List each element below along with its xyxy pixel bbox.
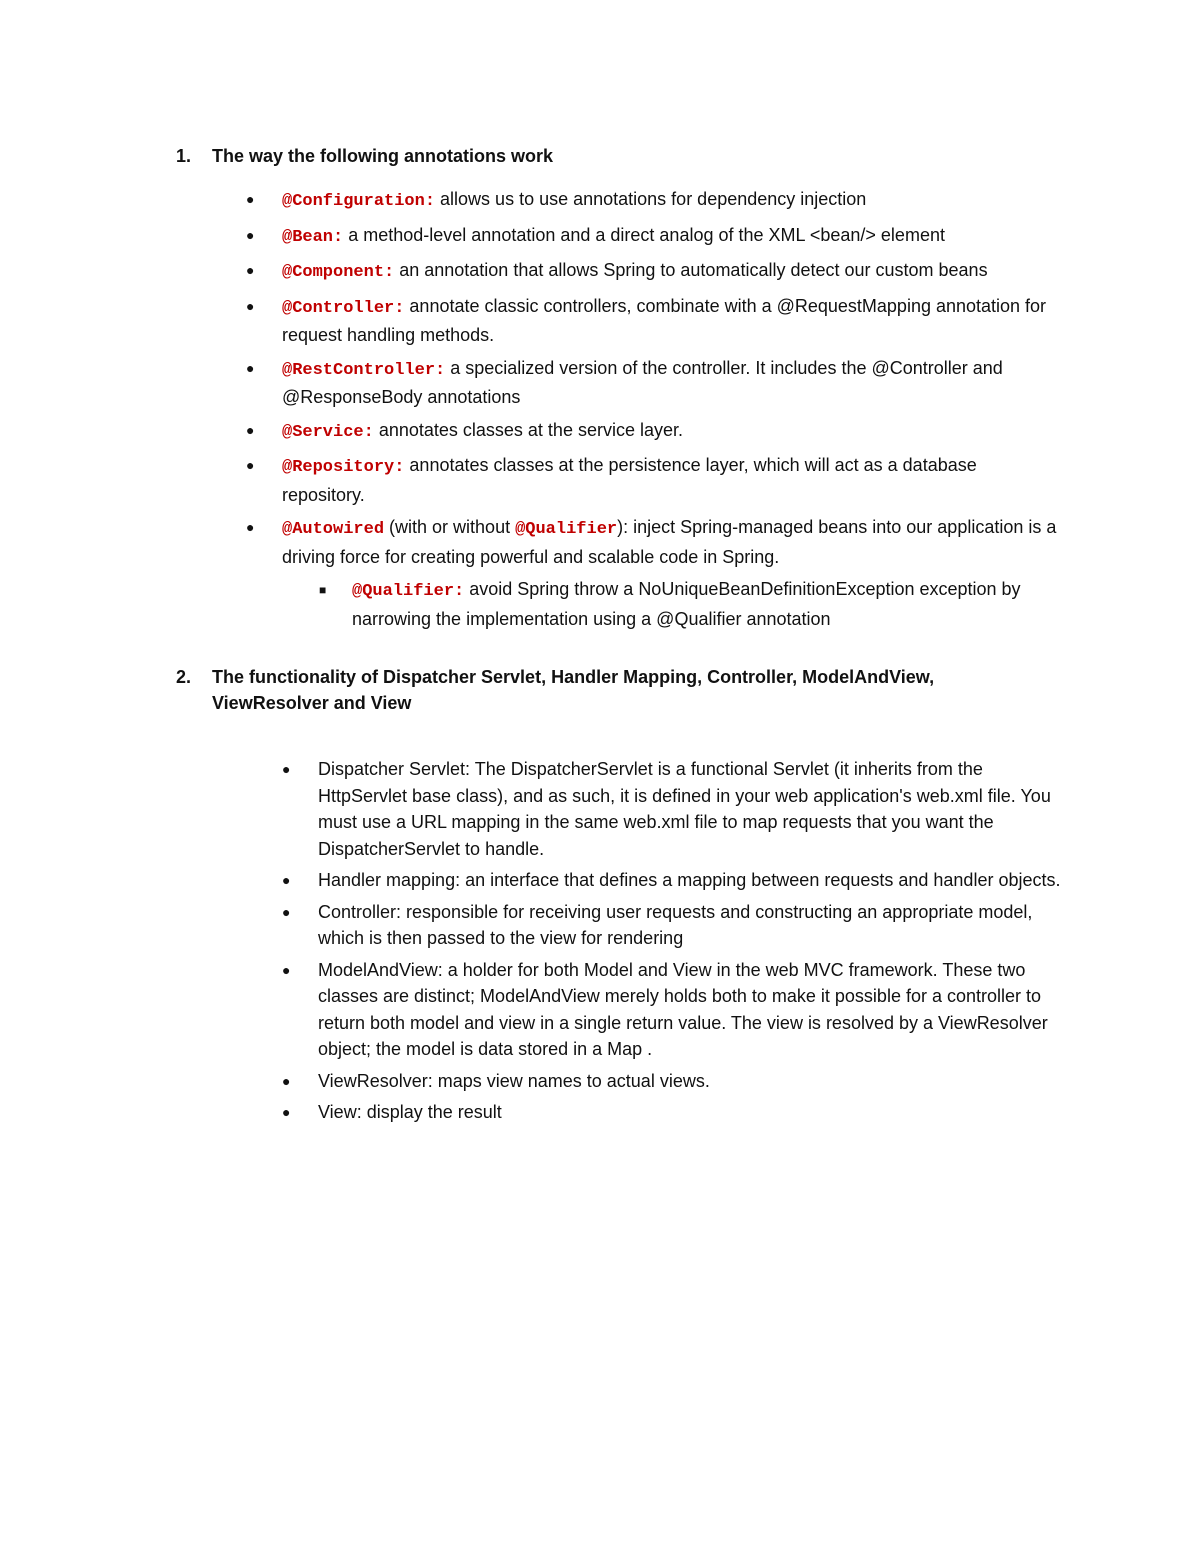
annotation-name: @Bean: — [282, 227, 344, 247]
bullet-dot-icon: ● — [282, 761, 291, 777]
annotation-description: annotate classic controllers, combinate with a @RequestMapping annotation for request handling methods. — [282, 295, 1047, 345]
square-bullet-icon: ■ — [319, 583, 327, 597]
annotation-name: @Configuration: — [282, 192, 436, 211]
annotation-description: avoid Spring throw a NoUniqueBeanDefinitionException exception by narrowing the implementation using a @Qualifier annotation — [352, 579, 1021, 629]
item-text: Dispatcher Servlet: The DispatcherServlet is a functional Servlet (it inherits from the HttpServlet base class), and as such, it is defined in your web application's web.xml file. You must use a URL mapping in the same web.xml file to map requests that you want the DispatcherServlet to handle. — [318, 759, 1051, 859]
list-item — [246, 293, 1062, 349]
list-item — [282, 957, 1068, 1063]
list-item — [246, 257, 1062, 287]
bullet-dot-icon: ● — [282, 961, 291, 978]
bullet-dot-icon: ● — [246, 457, 255, 473]
list-item — [282, 1068, 1068, 1095]
list-item — [282, 756, 1068, 862]
bullet-dot-icon: ● — [246, 297, 255, 314]
annotation-name: @Controller: — [282, 298, 405, 318]
section-title: The way the following annotations work — [212, 146, 554, 166]
annotation-name: @Qualifier — [515, 520, 618, 539]
annotation-name: @Service: — [282, 422, 374, 442]
item-text: View: display the result — [318, 1102, 502, 1122]
list-item — [246, 417, 1062, 447]
annotation-name: @Qualifier: — [352, 582, 465, 601]
section-number: 1. — [176, 146, 192, 166]
annotation-name: @Autowired — [282, 520, 385, 539]
list-item — [282, 1099, 1068, 1126]
section-number: 2. — [176, 667, 192, 687]
bullet-dot-icon: ● — [246, 519, 255, 535]
bullet-dot-icon: ● — [246, 226, 255, 243]
annotation-description: an annotation that allows Spring to automatically detect our custom beans — [394, 260, 988, 280]
annotation-description: allows us to use annotations for dependency injection — [435, 189, 867, 209]
section-title: The functionality of Dispatcher Servlet, Handler Mapping, Controller, ModelAndView, ViewResolver and View — [212, 667, 935, 713]
bullet-dot-icon: ● — [246, 191, 255, 207]
annotation-description: annotates classes at the service layer. — [373, 419, 683, 440]
annotation-description: (with or without — [384, 517, 516, 537]
annotation-description: annotates classes at the persistence layer, which will act as a database repository. — [282, 455, 977, 505]
annotation-description: a method-level annotation and a direct analog of the XML <bean/> element — [343, 224, 945, 245]
item-text: Handler mapping: an interface that defines a mapping between requests and handler objects. — [318, 870, 1061, 890]
bullet-dot-icon: ● — [246, 421, 255, 438]
section-2-heading — [176, 664, 1032, 716]
annotation-description: ): inject Spring-managed beans into our application is a driving force for creating powerful and scalable code in Spring. — [282, 517, 1057, 567]
annotation-description: a specialized version of the controller. It includes the @Controller and @ResponseBody annotations — [282, 357, 1003, 407]
list-item — [246, 222, 1062, 252]
annotation-name: @Repository: — [282, 458, 405, 477]
item-text: Controller: responsible for receiving user requests and constructing an appropriate model, which is then passed to the view for rendering — [318, 901, 1033, 948]
list-item — [246, 514, 1062, 570]
bullet-dot-icon: ● — [282, 1104, 291, 1120]
sub-list-item — [319, 576, 1062, 632]
bullet-dot-icon: ● — [282, 872, 291, 888]
list-item — [246, 355, 1062, 411]
mvc-components-list — [282, 756, 1068, 1131]
annotation-name: @RestController: — [282, 360, 446, 380]
bullet-dot-icon: ● — [282, 1072, 291, 1089]
bullet-dot-icon: ● — [246, 359, 255, 376]
item-text: ViewResolver: maps view names to actual views. — [318, 1070, 710, 1091]
list-item — [282, 867, 1068, 894]
section-1-heading — [176, 143, 1032, 169]
list-item — [246, 186, 1062, 216]
bullet-dot-icon: ● — [282, 903, 291, 920]
annotations-list — [246, 186, 1062, 638]
bullet-dot-icon: ● — [246, 262, 255, 278]
item-text: ModelAndView: a holder for both Model and View in the web MVC framework. These two classes are distinct; ModelAndView merely holds both to make it possible for a controller to return both model and view in a single return value. The view is resolved by a ViewResolver object; the model is data stored in a Map . — [318, 959, 1048, 1059]
list-item — [246, 452, 1062, 508]
list-item — [282, 899, 1068, 952]
annotation-name: @Component: — [282, 263, 395, 282]
